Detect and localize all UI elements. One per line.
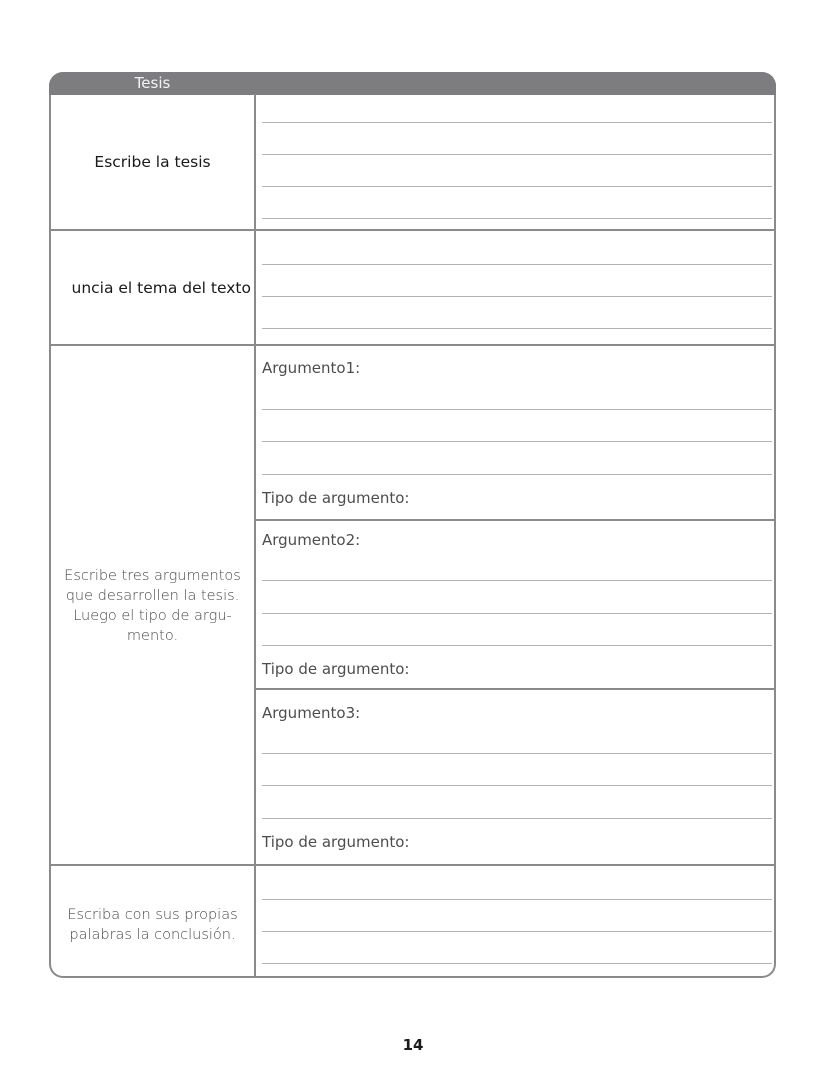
argument-1-type-label[interactable]: Tipo de argumento: [262,489,410,507]
argument-divider [255,519,776,521]
conclusion-prompt-line: Escriba con sus propias [67,907,238,923]
arguments-prompt-line: mento. [126,628,179,644]
conclusion-answer-line[interactable] [262,963,772,964]
arguments-prompt-line: Escribe tres argumentos [64,568,241,584]
topic-answer-line[interactable] [262,328,772,329]
row-divider [49,344,776,346]
conclusion-prompt [51,905,254,945]
topic-answer-line[interactable] [262,296,772,297]
argument-2-label: Argumento2: [262,531,361,549]
row-divider [49,229,776,231]
table-header-title: Tesis [134,74,171,92]
arguments-prompt-line: Luego el tipo de argu- [73,608,232,624]
arguments-prompt [51,566,254,646]
thesis-answer-line[interactable] [262,186,772,187]
argument-3-answer-line[interactable] [262,753,772,754]
argument-1-label: Argumento1: [262,359,361,377]
argument-3-answer-line[interactable] [262,785,772,786]
arguments-prompt-line: que desarrollen la tesis. [65,588,240,604]
argument-2-answer-line[interactable] [262,613,772,614]
worksheet-table [49,72,776,978]
argument-1-answer-line[interactable] [262,441,772,442]
row-divider [49,864,776,866]
thesis-answer-line[interactable] [262,154,772,155]
argument-3-label: Argumento3: [262,704,361,722]
conclusion-answer-line[interactable] [262,899,772,900]
argument-2-answer-line[interactable] [262,645,772,646]
conclusion-prompt-line: palabras la conclusión. [69,927,236,943]
argument-3-type-label[interactable]: Tipo de argumento: [262,833,410,851]
thesis-prompt: Escribe la tesis [94,153,211,171]
conclusion-answer-line[interactable] [262,931,772,932]
argument-1-answer-line[interactable] [262,409,772,410]
thesis-answer-line[interactable] [262,122,772,123]
thesis-answer-line[interactable] [262,218,772,219]
argument-2-type-label[interactable]: Tipo de argumento: [262,660,410,678]
page-number: 14 [402,1036,424,1054]
argument-divider [255,688,776,690]
argument-2-answer-line[interactable] [262,580,772,581]
argument-1-answer-line[interactable] [262,474,772,475]
column-divider [254,94,256,978]
topic-prompt: uncia el tema del texto [71,279,251,297]
topic-answer-line[interactable] [262,264,772,265]
argument-3-answer-line[interactable] [262,818,772,819]
